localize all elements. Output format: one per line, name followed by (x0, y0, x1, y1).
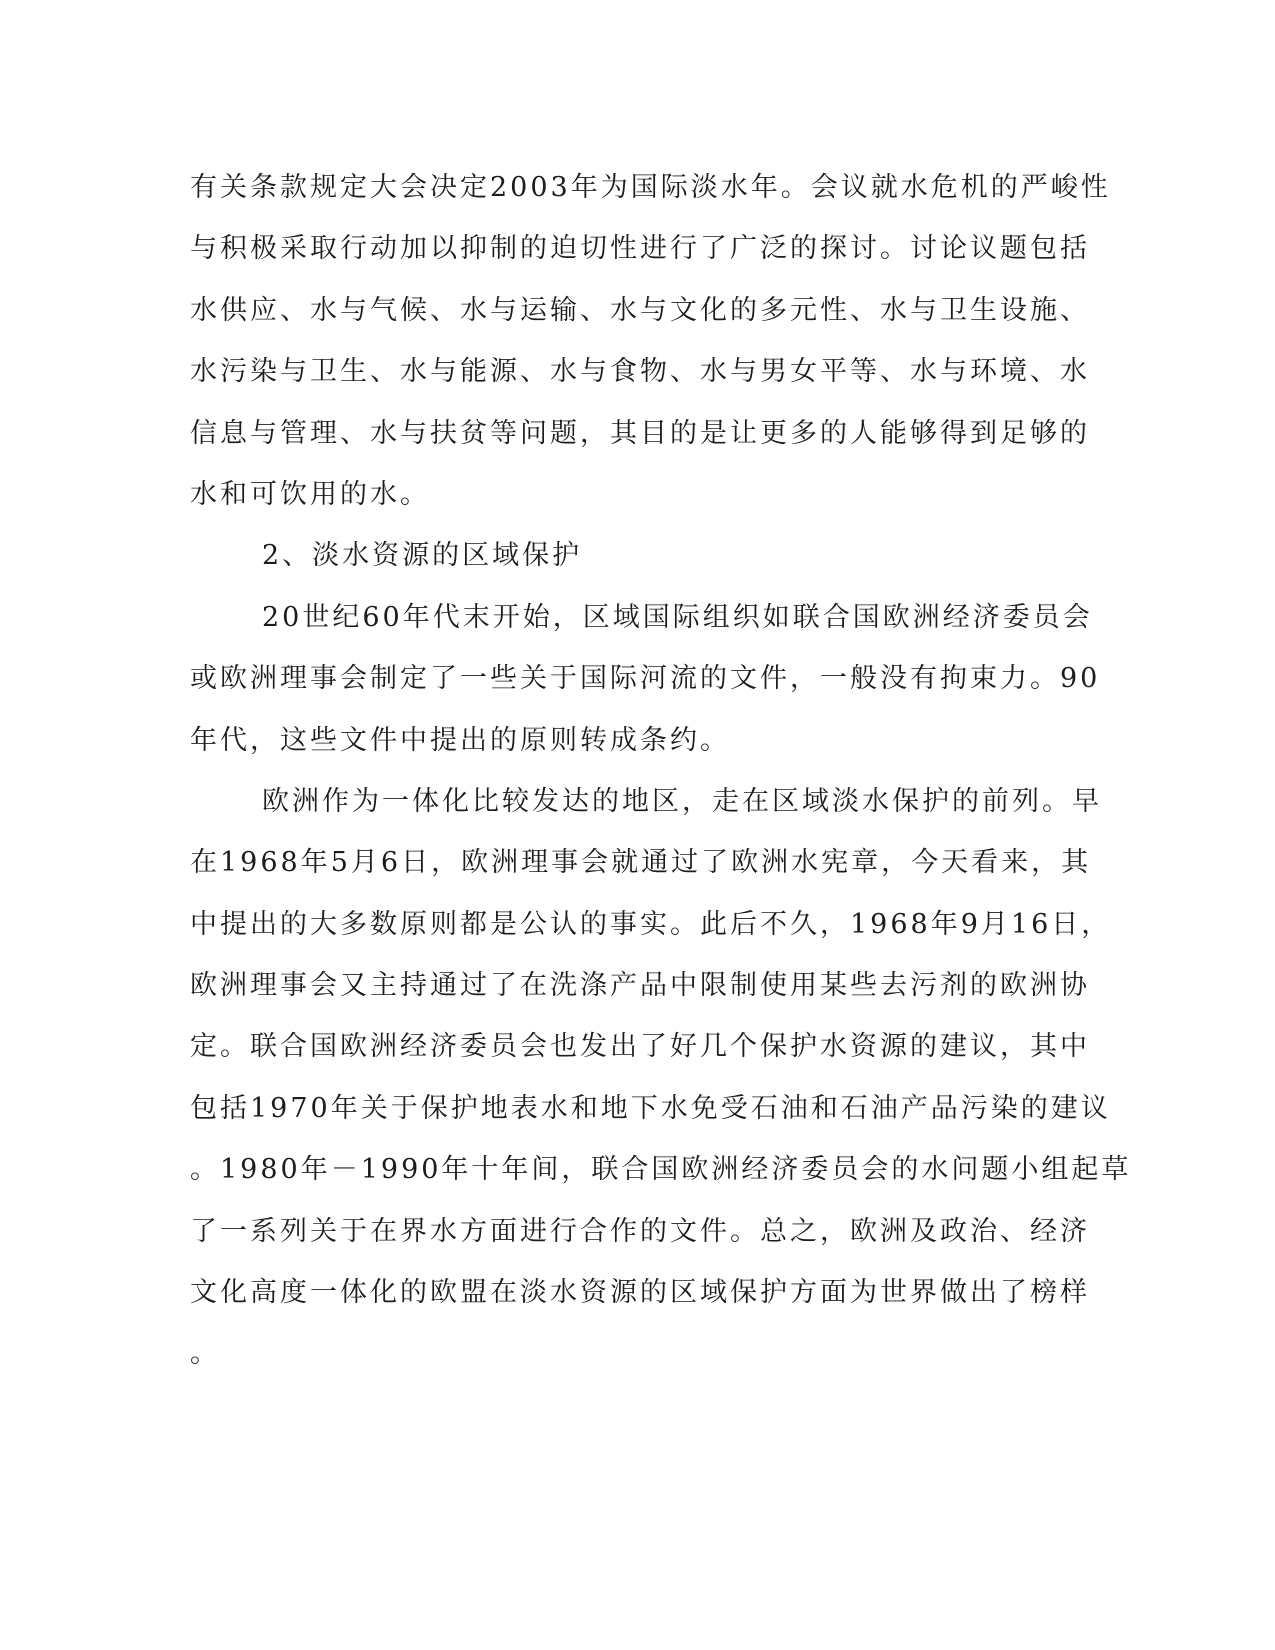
text-line: 水污染与卫生、水与能源、水与食物、水与男女平等、水与环境、水 (190, 356, 1090, 388)
text-line: 有关条款规定大会决定2003年为国际淡水年。会议就水危机的严峻性 (190, 172, 1111, 203)
text-line: 信息与管理、水与扶贫等问题，其目的是让更多的人能够得到足够的 (190, 417, 1090, 449)
text-line: 年代，这些文件中提出的原则转成条约。 (190, 724, 730, 756)
text-line: 定。联合国欧洲经济委员会也发出了好几个保护水资源的建议，其中 (190, 1031, 1090, 1063)
body-text (190, 157, 1132, 1385)
text-line: 水供应、水与气候、水与运输、水与文化的多元性、水与卫生设施、 (190, 294, 1090, 326)
text-line: 包括1970年关于保护地表水和地下水免受石油和石油产品污染的建议 (190, 1092, 1111, 1124)
text-line: 文化高度一体化的欧盟在淡水资源的区域保护方面为世界做出了榜样 (190, 1277, 1090, 1309)
text-line: 。1980年－1990年十年间，联合国欧洲经济委员会的水问题小组起草 (190, 1154, 1132, 1186)
section-heading: 2、淡水资源的区域保护 (262, 540, 583, 572)
text-line: 欧洲作为一体化比较发达的地区，走在区域淡水保护的前列。早 (262, 785, 1102, 817)
text-line: 20世纪60年代末开始，区域国际组织如联合国欧洲经济委员会 (262, 601, 1093, 633)
text-line: 中提出的大多数原则都是公认的事实。此后不久，1968年9月16日， (190, 908, 1112, 940)
text-line: 在1968年5月6日，欧洲理事会就通过了欧洲水宪章，今天看来，其 (190, 847, 1092, 879)
text-line: 了一系列关于在界水方面进行合作的文件。总之，欧洲及政治、经济 (190, 1215, 1090, 1247)
text-line: 或欧洲理事会制定了一些关于国际河流的文件，一般没有拘束力。90 (190, 663, 1101, 695)
text-line: 水和可饮用的水。 (190, 478, 430, 510)
text-line: 。 (190, 1338, 220, 1370)
text-line: 欧洲理事会又主持通过了在洗涤产品中限制使用某些去污剂的欧洲协 (190, 970, 1090, 1002)
text-line: 与积极采取行动加以抑制的迫切性进行了广泛的探讨。讨论议题包括 (190, 233, 1090, 265)
